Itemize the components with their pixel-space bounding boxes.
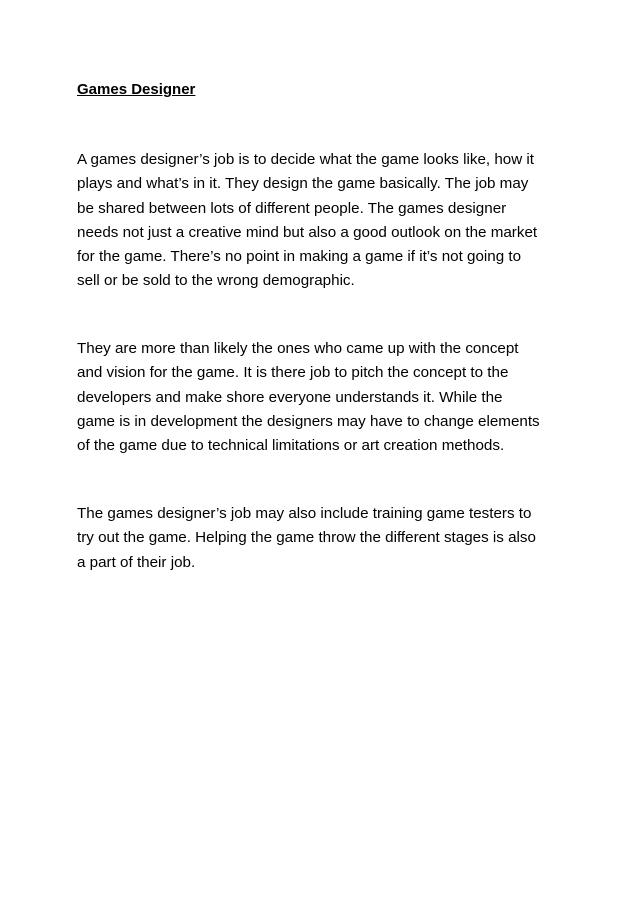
paragraph-line: game is in development the designers may have to change elements (77, 412, 540, 430)
document-title: Games Designer (77, 81, 196, 98)
paragraph-1 (77, 148, 572, 294)
paragraph-line: of the game due to technical limitations or art creation methods. (77, 437, 505, 455)
paragraph-line: plays and what’s in it. They design the game basically. The job may (77, 175, 529, 193)
paragraph-2 (77, 337, 572, 458)
paragraph-line: a part of their job. (77, 553, 196, 571)
paragraph-line: The games designer’s job may also include training game testers to (77, 505, 532, 522)
paragraph-line: They are more than likely the ones who came up with the concept (77, 340, 519, 357)
paragraph-line: needs not just a creative mind but also a good outlook on the market (77, 223, 538, 241)
paragraph-line: be shared between lots of different people. The games designer (77, 199, 507, 217)
paragraph-line: try out the game. Helping the game throw the different stages is also (77, 529, 536, 547)
paragraph-line: and vision for the game. It is there job to pitch the concept to the (77, 364, 509, 382)
paragraph-3 (77, 502, 572, 575)
paragraph-line: sell or be sold to the wrong demographic. (77, 272, 355, 290)
paragraph-line: A games designer’s job is to decide what the game looks like, how it (77, 151, 535, 168)
paragraph-line: for the game. There’s no point in making a game if it’s not going to (77, 248, 522, 266)
paragraph-line: developers and make shore everyone understands it. While the (77, 388, 503, 406)
